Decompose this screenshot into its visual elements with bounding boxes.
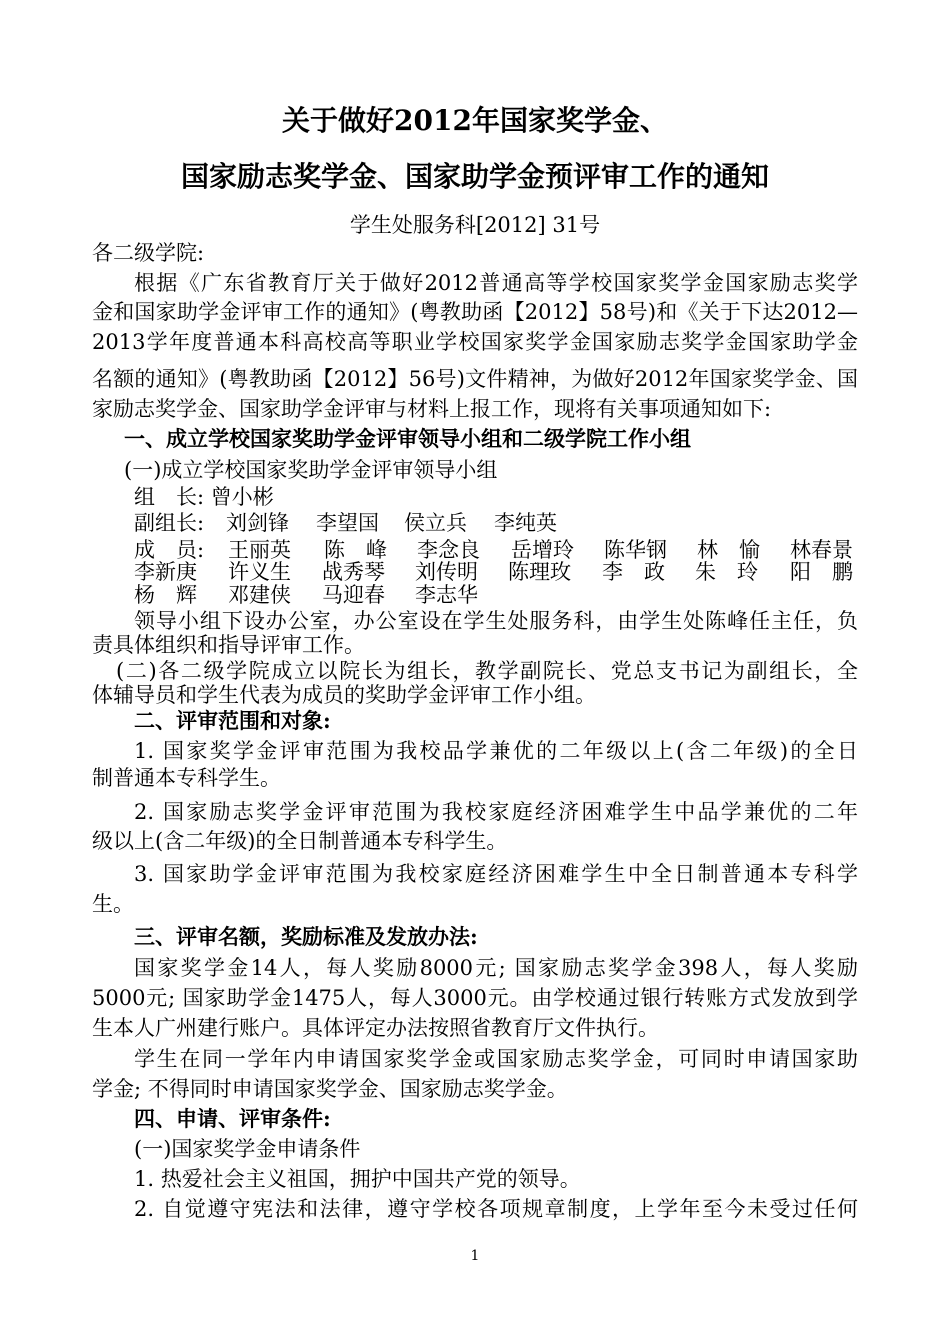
- document-title-line-2: 国家励志奖学金、国家助学金预评审工作的通知: [180, 160, 769, 193]
- intro-line: 名额的通知》(粤教助函【2012】56号)文件精神，为做好2012年国家奖学金、国: [92, 367, 858, 391]
- section-4-heading: 四、申请、评审条件:: [134, 1106, 331, 1131]
- award-standard-line: 5000元; 国家助学金1475人，每人3000元。由学校通过银行转账方式发放到学: [92, 986, 858, 1010]
- members-label: 成 员:: [134, 538, 205, 562]
- deputy-name: 李望国: [316, 511, 379, 535]
- section-4-sub-1: (一)国家奖学金申请条件: [134, 1137, 361, 1161]
- scope-item-1-line: 1. 国家奖学金评审范围为我校品学兼优的二年级以上(含二年级)的全日: [134, 739, 858, 763]
- group-leader: 组 长: 曾小彬: [134, 485, 274, 509]
- office-line: 责具体组织和指导评审工作。: [92, 633, 365, 657]
- section-1-sub-2-line: (二)各二级学院成立以院长为组长，教学副院长、党总支书记为副组长，全: [116, 659, 858, 683]
- page-number: 1: [470, 1248, 480, 1264]
- member-name: 陈华钢: [604, 538, 667, 562]
- scope-item-3-line: 3. 国家助学金评审范围为我校家庭经济困难学生中全日制普通本专科学: [134, 862, 858, 886]
- member-name: 林春景: [790, 538, 853, 562]
- intro-line: 家励志奖学金、国家助学金评审与材料上报工作，现将有关事项通知如下:: [92, 397, 772, 421]
- concurrent-rule-line: 学金; 不得同时申请国家奖学金、国家励志奖学金。: [92, 1077, 568, 1101]
- member-name: 岳增玲: [511, 538, 574, 562]
- member-name: 陈理玫: [508, 560, 571, 584]
- member-name: 李志华: [415, 583, 478, 607]
- member-name: 阳 鹏: [790, 560, 853, 584]
- intro-line: 根据《广东省教育厅关于做好2012普通高等学校国家奖学金国家励志奖学: [134, 271, 858, 295]
- member-name: 李念良: [417, 538, 480, 562]
- condition-item-1: 1. 热爱社会主义祖国，拥护中国共产党的领导。: [134, 1167, 581, 1191]
- document-title-line-1: 关于做好2012年国家奖学金、: [282, 104, 668, 137]
- member-name: 陈 峰: [324, 538, 387, 562]
- section-1-heading: 一、成立学校国家奖助学金评审领导小组和二级学院工作小组: [124, 426, 691, 451]
- document-number: 学生处服务科[2012] 31号: [349, 213, 601, 237]
- deputy-name: 侯立兵: [404, 511, 467, 535]
- member-name: 邓建侠: [228, 583, 291, 607]
- member-name: 杨 辉: [134, 583, 197, 607]
- award-standard-line: 生本人广州建行账户。具体评定办法按照省教育厅文件执行。: [92, 1016, 659, 1040]
- member-name: 马迎春: [322, 583, 385, 607]
- deputy-name: 李纯英: [494, 511, 557, 535]
- member-name: 王丽英: [228, 538, 291, 562]
- member-name: 林 愉: [697, 538, 760, 562]
- scope-item-1-line: 制普通本专科学生。: [92, 766, 281, 790]
- member-name: 李新庚: [134, 560, 197, 584]
- office-line: 领导小组下设办公室，办公室设在学生处服务科，由学生处陈峰任主任，负: [134, 609, 858, 633]
- intro-line: 金和国家助学金评审工作的通知》(粤教助函【2012】58号)和《关于下达2012—: [92, 300, 858, 324]
- award-standard-line: 国家奖学金14人，每人奖励8000元; 国家励志奖学金398人，每人奖励: [134, 956, 858, 980]
- scope-item-2-line: 2. 国家励志奖学金评审范围为我校家庭经济困难学生中品学兼优的二年: [134, 800, 858, 824]
- section-1-sub-2-line: 体辅导员和学生代表为成员的奖助学金评审工作小组。: [92, 683, 596, 707]
- member-name: 许义生: [228, 560, 291, 584]
- deputy-label: 副组长:: [134, 511, 205, 535]
- intro-line: 2013学年度普通本科高校高等职业学校国家奖学金国家励志奖学金国家助学金: [92, 330, 858, 354]
- salutation: 各二级学院:: [92, 241, 205, 265]
- deputy-name: 刘剑锋: [226, 511, 289, 535]
- section-2-heading: 二、评审范围和对象:: [134, 708, 331, 733]
- scope-item-3-line: 生。: [92, 892, 134, 916]
- scope-item-2-line: 级以上(含二年级)的全日制普通本专科学生。: [92, 829, 508, 853]
- concurrent-rule-line: 学生在同一学年内申请国家奖学金或国家励志奖学金，可同时申请国家助: [134, 1047, 858, 1071]
- member-name: 战秀琴: [322, 560, 385, 584]
- member-name: 李 政: [602, 560, 665, 584]
- member-name: 朱 玲: [695, 560, 758, 584]
- condition-item-2: 2. 自觉遵守宪法和法律，遵守学校各项规章制度，上学年至今未受过任何: [134, 1197, 858, 1221]
- section-1-sub-1: (一)成立学校国家奖助学金评审领导小组: [124, 458, 498, 482]
- section-3-heading: 三、评审名额，奖励标准及发放办法:: [134, 924, 478, 949]
- member-name: 刘传明: [415, 560, 478, 584]
